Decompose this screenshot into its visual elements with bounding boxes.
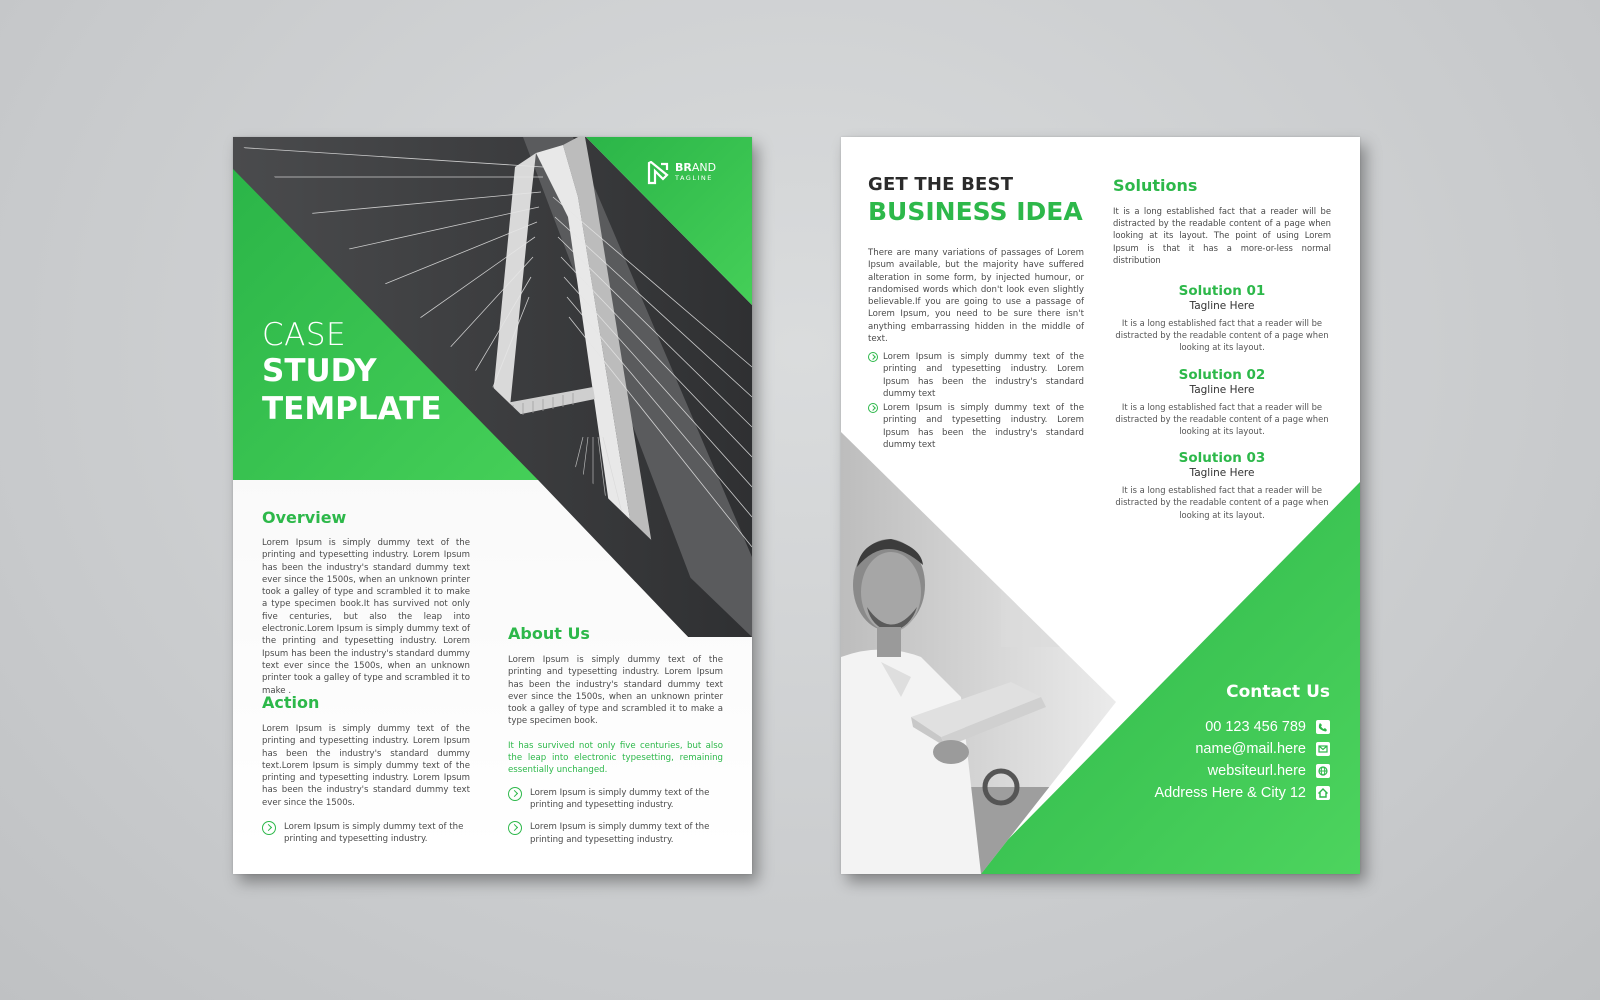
solution-tagline: Tagline Here bbox=[1189, 467, 1255, 480]
about-heading: About Us bbox=[508, 624, 590, 643]
headline-line-2: BUSINESS IDEA bbox=[868, 197, 1083, 226]
contact-phone-text: 00 123 456 789 bbox=[1205, 719, 1306, 735]
title-line-2: STUDY bbox=[262, 353, 377, 389]
idea-bullet-2 bbox=[868, 402, 1084, 451]
overview-section bbox=[262, 508, 470, 697]
intro-text: There are many variations of passages of Lorem Ipsum available, but the majority have suffered alteration in some form, by injected humour, or randomised words which don't look even slightly believable.If you are going to use a passage of Lorem Ipsum, you need to be sure there isn't anything embarrassing hidden in the middle of text. bbox=[868, 248, 1084, 345]
brand-name-light: AND bbox=[691, 161, 717, 174]
solution-item bbox=[1113, 450, 1331, 521]
contact-email-text: name@mail.here bbox=[1195, 741, 1306, 757]
case-study-title bbox=[262, 318, 442, 428]
check-circle-icon bbox=[508, 821, 522, 835]
solutions-heading: Solutions bbox=[1113, 176, 1198, 195]
contact-website[interactable] bbox=[1070, 760, 1330, 782]
solution-tagline: Tagline Here bbox=[1189, 383, 1255, 396]
solution-item bbox=[1113, 283, 1331, 354]
contact-heading: Contact Us bbox=[1226, 682, 1330, 702]
solution-text: It is a long established fact that a reader will be distracted by the readable content of a page when looking at its layout. bbox=[1115, 485, 1329, 520]
contact-address[interactable] bbox=[1070, 782, 1330, 804]
solution-title: Solution 03 bbox=[1178, 450, 1266, 467]
action-heading: Action bbox=[262, 693, 320, 712]
solution-title: Solution 01 bbox=[1178, 283, 1266, 300]
contact-address-text: Address Here & City 12 bbox=[1154, 785, 1306, 801]
overview-text: Lorem Ipsum is simply dummy text of the printing and typesetting industry. Lorem Ipsum has been the industry's standard dummy text ever since the 1500s, when an unknown printer took a galley of type and scrambled it to make a type specimen book.It has survived not only five centuries, but also the leap into electronic.Lorem Ipsum is simply dummy text of the printing and typesetting industry. Lorem Ipsum has been the industry's standard dummy text ever since the 1500s, when an unknown printer took a galley of type and scrambled it to make . bbox=[262, 538, 470, 696]
solution-item bbox=[1113, 367, 1331, 438]
brand-logo bbox=[647, 161, 716, 185]
idea-bullet-1 bbox=[868, 351, 1084, 400]
title-line-3: TEMPLATE bbox=[262, 391, 442, 427]
check-circle-icon bbox=[868, 352, 878, 362]
about-text: Lorem Ipsum is simply dummy text of the printing and typesetting industry. Lorem Ipsum has been the industry's standard dummy text ever since the 1500s, when an unknown printer took a galley of type and scrambled it to make a type specimen book. bbox=[508, 655, 723, 727]
home-icon bbox=[1316, 786, 1330, 800]
headline-line-1: GET THE BEST bbox=[868, 174, 1014, 195]
action-text: Lorem Ipsum is simply dummy text of the printing and typesetting industry. Lorem Ipsum has been the industry's standard dummy text.Lorem Ipsum is simply dummy text of the printing and typesetting industry. Lorem Ipsum has been the industry's standard dummy text ever since the 1500s. bbox=[262, 724, 470, 808]
action-bullet-text: Lorem Ipsum is simply dummy text of the printing and typesetting industry. bbox=[284, 822, 464, 845]
brochure-front-page bbox=[233, 137, 752, 874]
about-section bbox=[508, 624, 723, 846]
about-bullet-2 bbox=[508, 821, 723, 846]
action-section bbox=[262, 693, 470, 846]
solution-tagline: Tagline Here bbox=[1189, 300, 1255, 313]
contact-phone[interactable] bbox=[1070, 716, 1330, 738]
solution-title: Solution 02 bbox=[1178, 366, 1266, 383]
about-bullet-2-text: Lorem Ipsum is simply dummy text of the printing and typesetting industry. bbox=[530, 822, 710, 845]
globe-icon bbox=[1316, 764, 1330, 778]
brand-tagline: TAGLINE bbox=[675, 174, 713, 182]
idea-bullet-1-text: Lorem Ipsum is simply dummy text of the printing and typesetting industry. Lorem Ipsum has been the industry's standard dummy text bbox=[883, 352, 1084, 399]
brand-logo-icon bbox=[647, 161, 669, 185]
check-circle-icon bbox=[508, 787, 522, 801]
solution-text: It is a long established fact that a reader will be distracted by the readable content of a page when looking at its layout. bbox=[1115, 318, 1329, 353]
solutions-section bbox=[1113, 176, 1331, 521]
brochure-back-page bbox=[841, 137, 1360, 874]
action-bullet bbox=[262, 821, 470, 846]
brand-name-bold: BR bbox=[675, 161, 692, 174]
headline bbox=[868, 174, 1083, 226]
contact-section bbox=[1070, 682, 1330, 804]
contact-email[interactable] bbox=[1070, 738, 1330, 760]
check-circle-icon bbox=[868, 403, 878, 413]
idea-bullet-2-text: Lorem Ipsum is simply dummy text of the printing and typesetting industry. Lorem Ipsum has been the industry's standard dummy text bbox=[883, 403, 1084, 450]
overview-heading: Overview bbox=[262, 508, 347, 527]
title-line-1: CASE bbox=[262, 317, 347, 353]
phone-icon bbox=[1316, 720, 1330, 734]
solutions-intro: It is a long established fact that a reader will be distracted by the readable content of a page when looking at its layout. The point of using Lorem Ipsum is that it has a more-or-less normal distribution bbox=[1113, 206, 1331, 265]
check-circle-icon bbox=[262, 821, 276, 835]
contact-website-text: websiteurl.here bbox=[1207, 763, 1306, 779]
solution-text: It is a long established fact that a reader will be distracted by the readable content of a page when looking at its layout. bbox=[1115, 401, 1329, 437]
about-bullet-1 bbox=[508, 787, 723, 812]
about-bullet-1-text: Lorem Ipsum is simply dummy text of the printing and typesetting industry. bbox=[530, 787, 710, 810]
about-highlight: It has survived not only five centuries, but also the leap into electronic typesetting, remaining essentially unchanged. bbox=[508, 740, 723, 776]
mail-icon bbox=[1316, 742, 1330, 756]
